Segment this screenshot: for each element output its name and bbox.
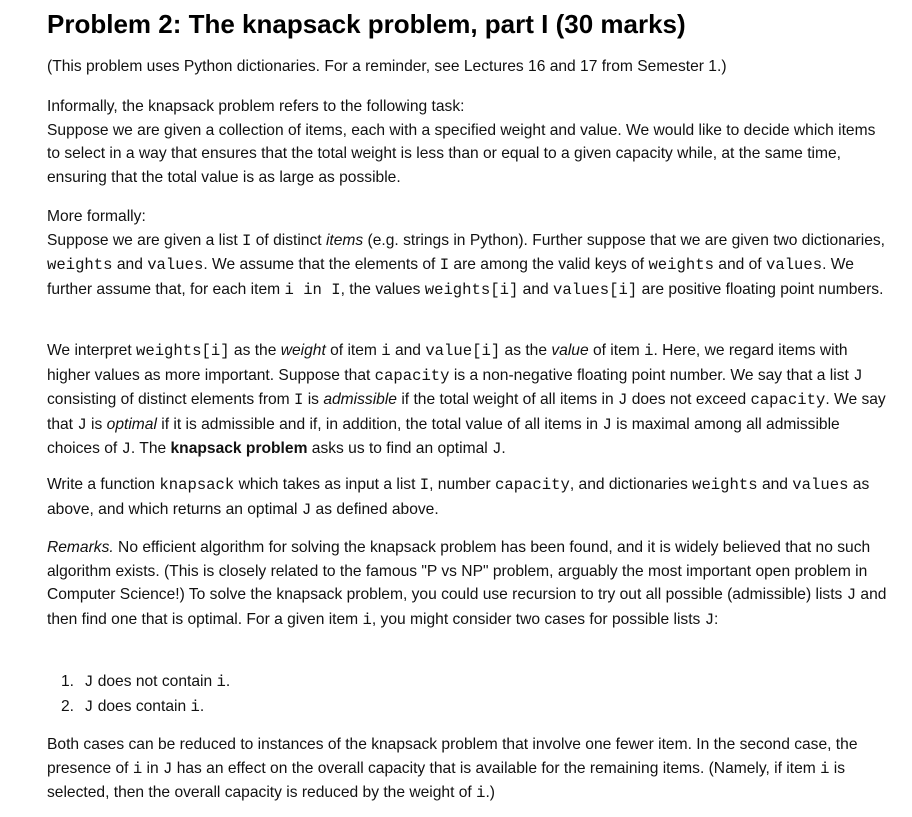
remarks-paragraph: Remarks. No efficient algorithm for solving the knapsack problem has been found, and it is widely believed that no such algorithm exists. (This is closely related to the famous "P vs NP" problem, arguably the most important open problem in Computer Science!) To solve the knapsack problem, you could use recursion to try out all possible (admissible) lists J and then find one that is optimal. For a given item i, you might consider two cases for possible lists J: (47, 539, 887, 629)
informal-body: Suppose we are given a collection of items, each with a specified weight and value. We would like to decide which items to select in a way that ensures that the total weight is less than or equal to a given capacity while, at the same time, ensuring that the total value is as large as possible. (47, 121, 876, 186)
intro-paragraph: (This problem uses Python dictionaries. For a reminder, see Lectures 16 and 17 from Semester 1.) (47, 58, 727, 75)
remarks-label: Remarks. (47, 539, 114, 556)
formal-lead: More formally: (47, 208, 146, 225)
code-i-in-I: i in I (284, 280, 341, 299)
code-capacity: capacity (374, 366, 450, 385)
list-item: 1. J does not contain i. (61, 673, 231, 691)
code-knapsack: knapsack (159, 476, 235, 494)
page-title: Problem 2: The knapsack problem, part I (30 marks) (47, 9, 686, 39)
closing-paragraph: Both cases can be reduced to instances of the knapsack problem that involve one fewer item. In the second case, the presence of i in J has an effect on the overall capacity that is available for the remaining items. (Namely, if item i is selected, then the overall capacity is reduced by the weight of i.) (47, 736, 858, 802)
informal-lead: Informally, the knapsack problem refers to the following task: (47, 98, 465, 115)
formal-paragraph: More formally: Suppose we are given a list I of distinct items (e.g. strings in Python). Further suppose that we are given two dictionaries, weights and values. We assume that the elements of I are among the valid keys of weights and of values. We further assume that, for each item i in I, the values weights[i] and values[i] are positive floating point numbers. (47, 208, 886, 299)
list-item: 2. J does contain i. (61, 697, 205, 716)
code-weights-i: weights[i] (424, 280, 519, 299)
interpret-paragraph: We interpret weights[i] as the weight of item i and value[i] as the value of item i. Here, we regard items with higher values as more important. Suppose that capacity is a non-negative floating point number. We say that a list J consisting of distinct elements from I is admissible if the total weight of all items in J does not exceed capacity. We say that J is optimal if it is admissible and if, in addition, the total value of all items in J is maximal among all admissible choices of J. The knapsack problem asks us to find an optimal J. (47, 342, 886, 458)
code-values-i: values[i] (553, 280, 638, 299)
code-values: values (147, 256, 204, 274)
cases-list (61, 670, 230, 719)
code-I: I (242, 231, 252, 250)
informal-paragraph (47, 95, 892, 189)
task-paragraph: Write a function knapsack which takes as input a list I, number capacity, and dictionaries weights and values as above, and which returns an optimal J as defined above. (47, 476, 870, 519)
knapsack-problem-bold: knapsack problem (170, 440, 308, 457)
code-weights: weights (47, 256, 113, 274)
